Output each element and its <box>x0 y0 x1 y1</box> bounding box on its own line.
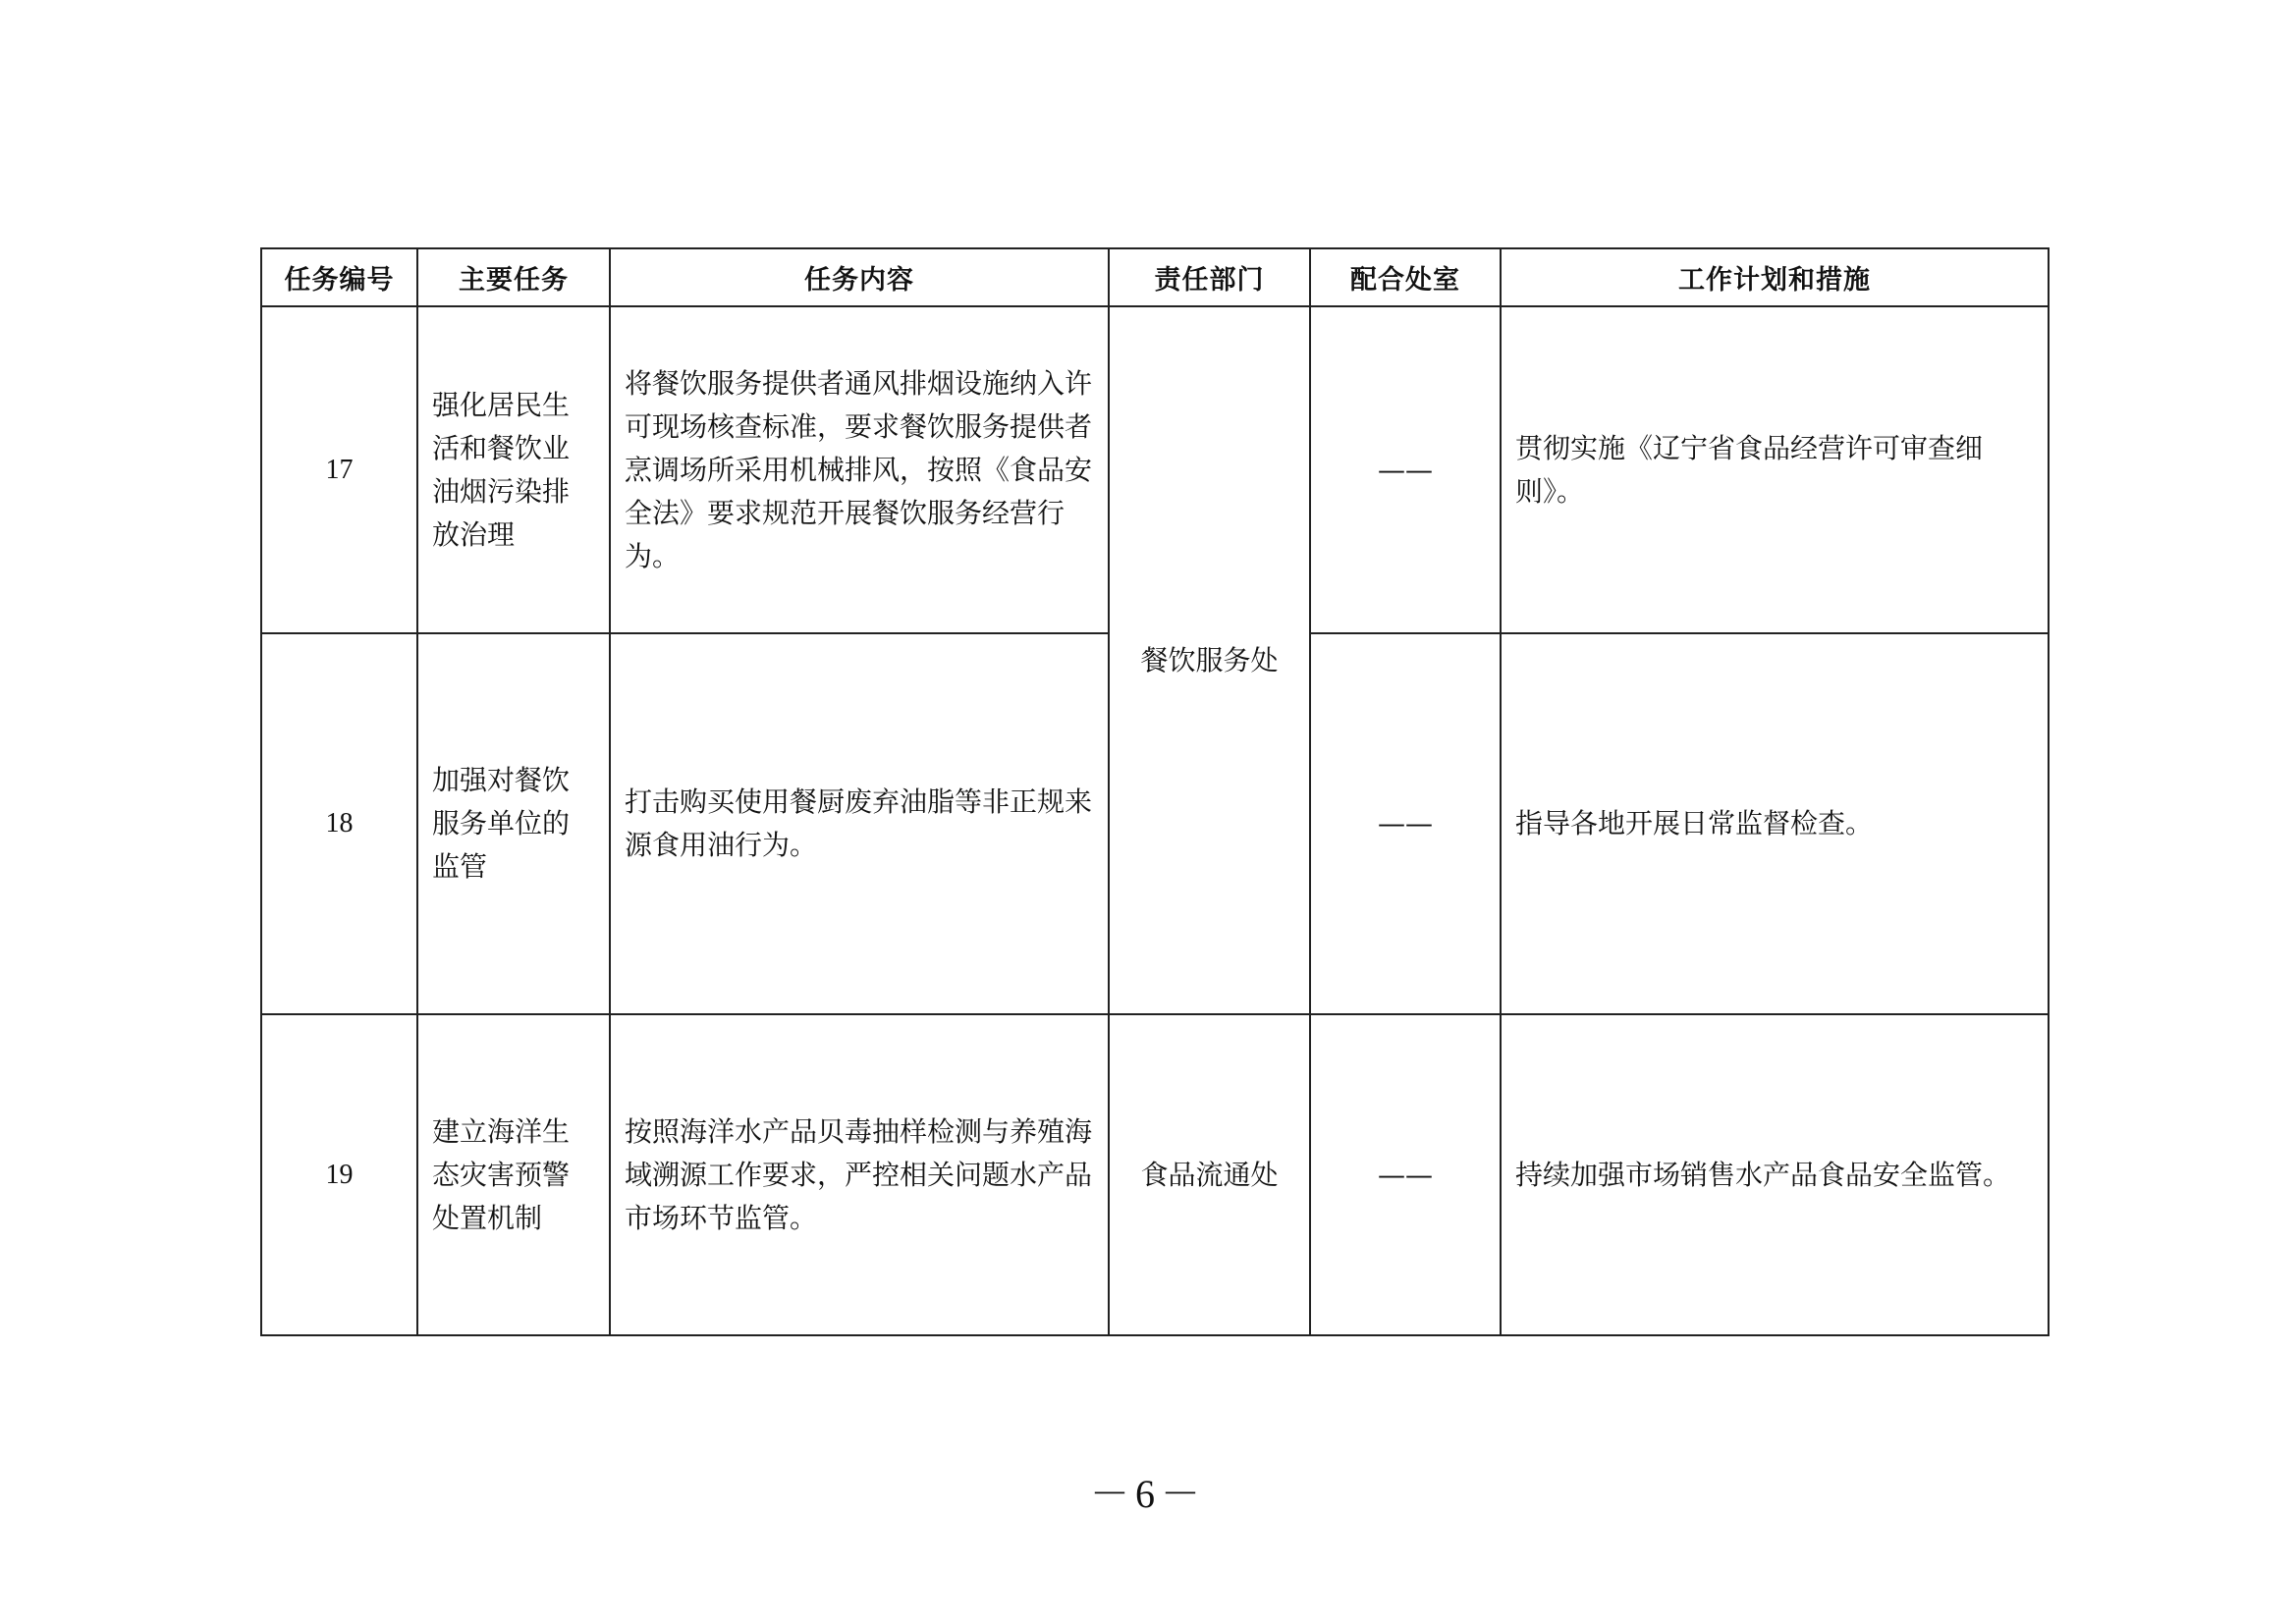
cooperating-office: —— <box>1310 1014 1501 1335</box>
task-content: 按照海洋水产品贝毒抽样检测与养殖海域溯源工作要求，严控相关问题水产品市场环节监管。 <box>610 1014 1109 1335</box>
header-work-plan: 工作计划和措施 <box>1501 248 2049 306</box>
cooperating-office: —— <box>1310 633 1501 1014</box>
main-task: 建立海洋生态灾害预警处置机制 <box>417 1014 610 1335</box>
header-cooperating-office: 配合处室 <box>1310 248 1501 306</box>
page-number: －6－ <box>1090 1472 1206 1516</box>
work-plan: 指导各地开展日常监督检查。 <box>1501 633 2049 1014</box>
main-task: 加强对餐饮服务单位的监管 <box>417 633 610 1014</box>
cooperating-office: —— <box>1310 306 1501 633</box>
task-number: 17 <box>261 306 417 633</box>
table-row <box>261 1014 2049 1335</box>
main-task: 强化居民生活和餐饮业油烟污染排放治理 <box>417 306 610 633</box>
header-main-task: 主要任务 <box>417 248 610 306</box>
table-row <box>261 306 2049 633</box>
work-plan: 贯彻实施《辽宁省食品经营许可审查细则》。 <box>1501 306 2049 633</box>
table-header-row <box>261 248 2049 306</box>
task-number: 19 <box>261 1014 417 1335</box>
header-task-no: 任务编号 <box>261 248 417 306</box>
task-content: 打击购买使用餐厨废弃油脂等非正规来源食用油行为。 <box>610 633 1109 1014</box>
task-table <box>260 247 2050 1336</box>
task-number: 18 <box>261 633 417 1014</box>
header-responsible-dept: 责任部门 <box>1109 248 1310 306</box>
responsible-dept: 食品流通处 <box>1109 1014 1310 1335</box>
responsible-dept-merged: 餐饮服务处 <box>1109 306 1310 1014</box>
work-plan: 持续加强市场销售水产品食品安全监管。 <box>1501 1014 2049 1335</box>
task-content: 将餐饮服务提供者通风排烟设施纳入许可现场核查标准，要求餐饮服务提供者烹调场所采用机械排风，按照《食品安全法》要求规范开展餐饮服务经营行为。 <box>610 306 1109 633</box>
header-task-content: 任务内容 <box>610 248 1109 306</box>
